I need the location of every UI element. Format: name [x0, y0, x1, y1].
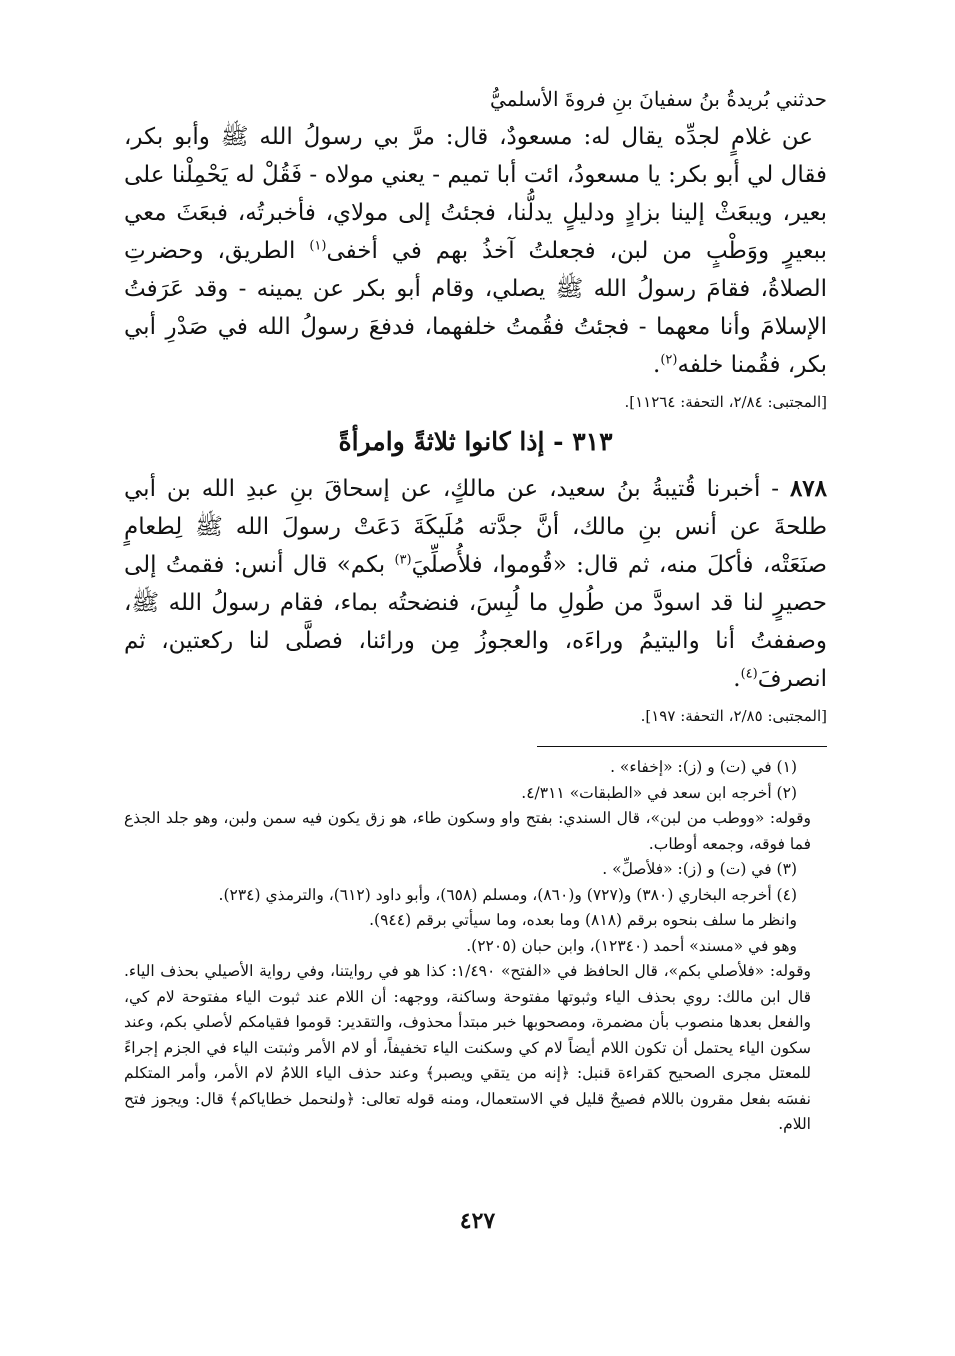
- hadith-877-text: [124, 118, 827, 384]
- hadith-878-text: [124, 470, 827, 698]
- hadith-877-part2: الطريق، وحضرتِ الصلاةُ، فقامَ رسولُ الله ﷺ يصلي، وقام أبو بكر عن يمينه - وقد عَرَفتُ الإسلامَ وأنا معهما - فجئتُ فقُمتُ خلفهما، فدفعَ رسولُ الله في صَدْرِ أبي بكر، فقُمنا خلفه: [124, 238, 827, 378]
- footnote-mark-3: (٣): [394, 552, 412, 568]
- footnote-mark-4: (٤): [740, 666, 758, 682]
- footnote-mark-2: (٢): [660, 352, 678, 368]
- footnote-4-note: وقوله: «فلأصلي بكم»، قال الحافظ في «الفتح» ١/٤٩٠: كذا هو في روايتنا، وفي رواية الأصيلي بحذف الياء. قال ابن مالك: روي بحذف الياء وثبوتها مفتوحة وساكنة، ووجهه: أن اللام عند ثبوت الياء مفتوحة لام كي، والفعل بعدها منصوب بأن مضمرة، ومصحوبها خبر مبتدأ محذوف، والتقدير: قوموا فقيامكم لأصلي بكم، وعند سكون الياء يحتمل أن تكون اللام أيضاً لام كي وسكنت الياء تخفيفاً، أو لام الأمر وثبتت الياء في الجزم إجراءً للمعتل مجرى الصحيح كقراءة قنبل: ﴿إنه من يتقي ويصبر﴾ وعند حذف الياء اللامُ لام الأمر، وأمر المتكلم نفسَه بفعل مقرون باللام فصيحٌ قليل في الاستعمال، ومنه قوله تعالى: ﴿ولنحمل خطاياكم﴾ قال: ويجوز فتح اللام.: [124, 962, 812, 1133]
- footnote-2-note: وقوله: «ووطب من لبن»، قال السندي: بفتح واو وسكون طاء، هو زق يكون فيه سمن ولبن، وهو جلد الجذع فما فوقه، وجمعه أوطاب.: [124, 809, 811, 853]
- page-number: ٤٢٧: [459, 1208, 496, 1234]
- hadith-878-reference: [المجتبى: ٢/٨٥، التحفة: ١٩٧].: [640, 707, 827, 725]
- hadith-878-end: .: [733, 666, 741, 692]
- footnote-mark-1: (١): [309, 238, 327, 254]
- footnote-1: (١) في (ت) و (ز): «إخفاء» .: [610, 758, 797, 776]
- hadith-878-part1: - أخبرنا قُتيبةُ بنُ سعيد، عن مالكٍ، عن إسحاقَ بنِ عبدِ الله بن أبي طلحةَ عن أنس بنِ مالك، أنَّ جدَّته مُلَيكَةَ دَعَتْ رسولَ الله ﷺ لِطعامٍ صنَعَتْه، فأكلَ منه، ثم قال: «قُوموا، فلأُصلِّيَ: [124, 476, 827, 578]
- footnotes: [124, 755, 827, 1138]
- hadith-877-reference: [المجتبى: ٢/٨٤، التحفة: ١١٢٦٤].: [624, 393, 827, 411]
- chapter-title: ٣١٣ - إذا كانوا ثلاثةً وامرأةً: [338, 427, 613, 456]
- hadith-878-part2: بكم» قال أنس: فقمتُ إلى حصيرٍ لنا قد اسودَّ من طُولِ ما لُبِسَ، فنضحتُه بماء، فقام رسولُ الله ﷺ، وصففتُ أنا واليتيمُ وراءَه، والعجوزُ مِن ورائنا، فصلَّى لنا ركعتين، ثم انصرفَ: [124, 552, 827, 692]
- hadith-877-end: .: [653, 352, 661, 378]
- footnote-3: (٣) في (ت) و (ز): «فلأصلِّ» .: [602, 860, 797, 878]
- footnote-4: (٤) أخرجه البخاري (٣٨٠) و(٧٢٧) و(٨٦٠)، ومسلم (٦٥٨)، وأبو داود (٦١٢)، والترمذي (٢٣٤).: [218, 885, 797, 904]
- running-head: حدثني بُريدةُ بنُ سفيانَ بنِ فروةَ الأسلميُّ: [489, 87, 827, 111]
- footnote-4-line3: وهو في «مسند» أحمد (١٢٣٤٠)، وابن حبان (٢٢٠٥).: [466, 936, 797, 955]
- footnote-separator: [537, 746, 827, 747]
- page-body: [124, 70, 827, 1326]
- footnote-4-line2: وانظر ما سلف بنحوه برقم (٨١٨) وما بعده، وما سيأتي برقم (٩٤٤).: [369, 911, 797, 929]
- hadith-number: ٨٧٨: [789, 475, 828, 502]
- footnote-2: (٢) أخرجه ابن سعد في «الطبقات» ٤/٣١١.: [521, 783, 797, 802]
- hadith-877-part1: عن غلامٍ لجدِّه يقال له: مسعودٌ، قال: مرَّ بي رسولُ الله ﷺ وأبو بكر، فقال لي أبو بكر: يا مسعودُ، ائت أبا تميم - يعني مولاه - فَقُلْ له يَحْمِلْنا على بعير، ويبعَثْ إلينا بزادٍ ودليلٍ يدلُّنا، فجئتُ إلى مولاي، فأخبرتُه، فبعَثَ معي ببعيرٍ ووَطْبٍ من لبن، فجعلتُ آخذُ بهم في أخفى: [124, 124, 828, 264]
